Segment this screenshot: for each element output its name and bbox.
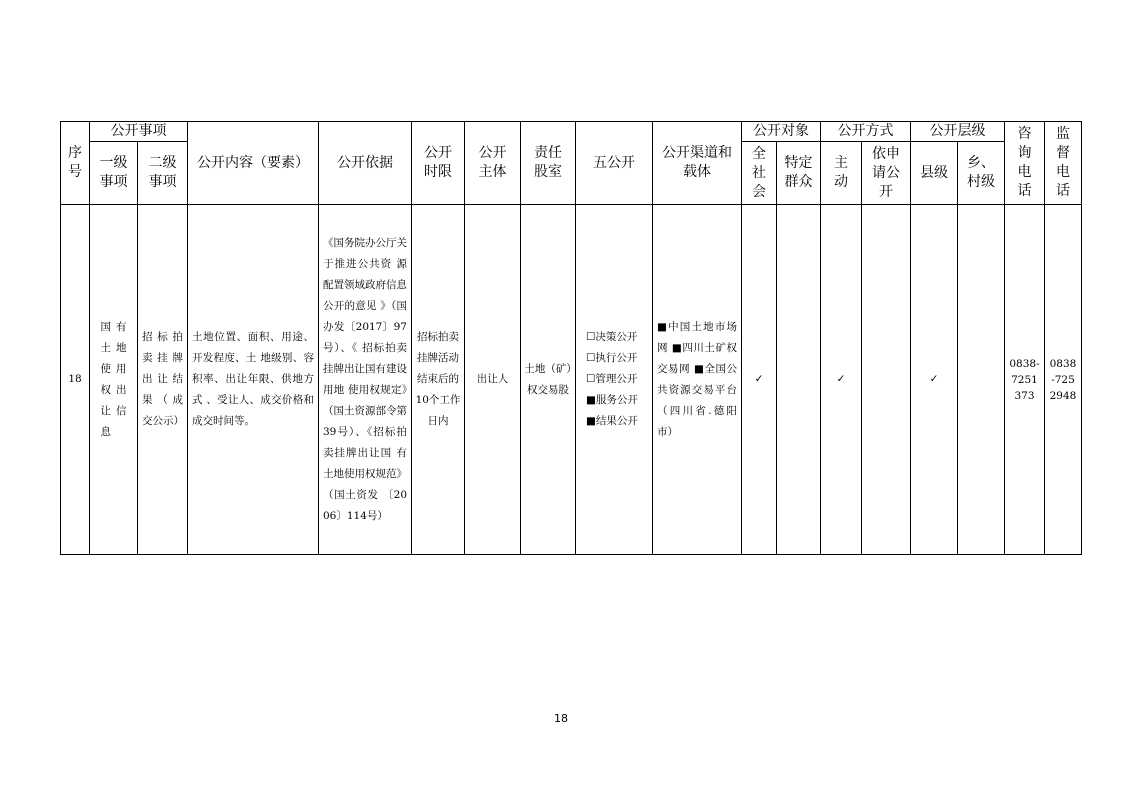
header-tier-group: 公开层级 — [911, 122, 1005, 142]
cell-dept: 土地（矿）权交易股 — [521, 205, 576, 555]
cell-consult-phone: 0838-7251373 — [1005, 205, 1045, 555]
header-level2: 二级事项 — [138, 142, 188, 205]
five-item-result: ■结果公开 — [586, 415, 638, 427]
header-channel: 公开渠道和载体 — [653, 122, 742, 205]
cell-mode-request — [862, 205, 911, 555]
five-item-execution: ☐执行公开 — [586, 352, 638, 364]
header-time-limit: 公开时限 — [412, 122, 465, 205]
header-tier-county: 县级 — [911, 142, 958, 205]
header-item-group: 公开事项 — [90, 122, 188, 142]
header-seq: 序号 — [61, 122, 90, 205]
five-item-service: ■服务公开 — [586, 394, 638, 406]
header-mode-group: 公开方式 — [821, 122, 911, 142]
disclosure-table — [60, 121, 1082, 555]
cell-tier-county: ✓ — [911, 205, 958, 555]
header-row-top — [61, 122, 1082, 142]
header-supervise: 监督电话 — [1045, 122, 1082, 205]
cell-supervise-phone: 0838-7252948 — [1045, 205, 1082, 555]
cell-target-specific — [777, 205, 821, 555]
header-basis: 公开依据 — [319, 122, 412, 205]
header-five: 五公开 — [576, 122, 653, 205]
cell-target-all: ✓ — [742, 205, 777, 555]
header-consult: 咨询电话 — [1005, 122, 1045, 205]
header-subject: 公开主体 — [465, 122, 521, 205]
cell-time-limit: 招标拍卖挂牌活动结束后的10个工作日内 — [412, 205, 465, 555]
cell-mode-active: ✓ — [821, 205, 862, 555]
cell-level2: 招标拍卖挂牌出让结果（成交公示） — [138, 205, 188, 555]
header-target-all: 全社会 — [742, 142, 777, 205]
cell-five — [576, 205, 653, 555]
cell-subject: 出让人 — [465, 205, 521, 555]
cell-level1: 国有土地使用权出让信息 — [90, 205, 138, 555]
header-target-specific: 特定群众 — [777, 142, 821, 205]
cell-tier-village — [958, 205, 1005, 555]
table-row — [61, 205, 1082, 555]
header-mode-active: 主动 — [821, 142, 862, 205]
page-number: 18 — [554, 712, 568, 725]
five-item-management: ☐管理公开 — [586, 373, 638, 385]
cell-channel: ■中国土地市场网 ■四川土矿权交易网 ■全国公共资源交易平台（四川省.德阳市） — [653, 205, 742, 555]
header-dept: 责任股室 — [521, 122, 576, 205]
header-tier-village: 乡、村级 — [958, 142, 1005, 205]
header-target-group: 公开对象 — [742, 122, 821, 142]
cell-content: 土地位置、面积、用途、开发程度、土 地级别、容积率、出让年限、供地方式 、受让人、成交价格和成交时间等。 — [188, 205, 319, 555]
five-item-decision: ☐决策公开 — [586, 331, 638, 343]
cell-seq: 18 — [61, 205, 90, 555]
header-mode-request: 依申请公开 — [862, 142, 911, 205]
header-content: 公开内容（要素） — [188, 122, 319, 205]
header-level1: 一级事项 — [90, 142, 138, 205]
cell-basis: 《国务院办公厅关于推进公共资 源配置领域政府信息公开的意见 》（国办发〔2017〕97号）、《 招标拍卖挂牌出让国有建设用地 使用权规定》（国土资源部令第 39号）、《招标拍卖挂牌出让国 有土地使用权规范》（国土资发 〔2006〕114号） — [319, 205, 412, 555]
